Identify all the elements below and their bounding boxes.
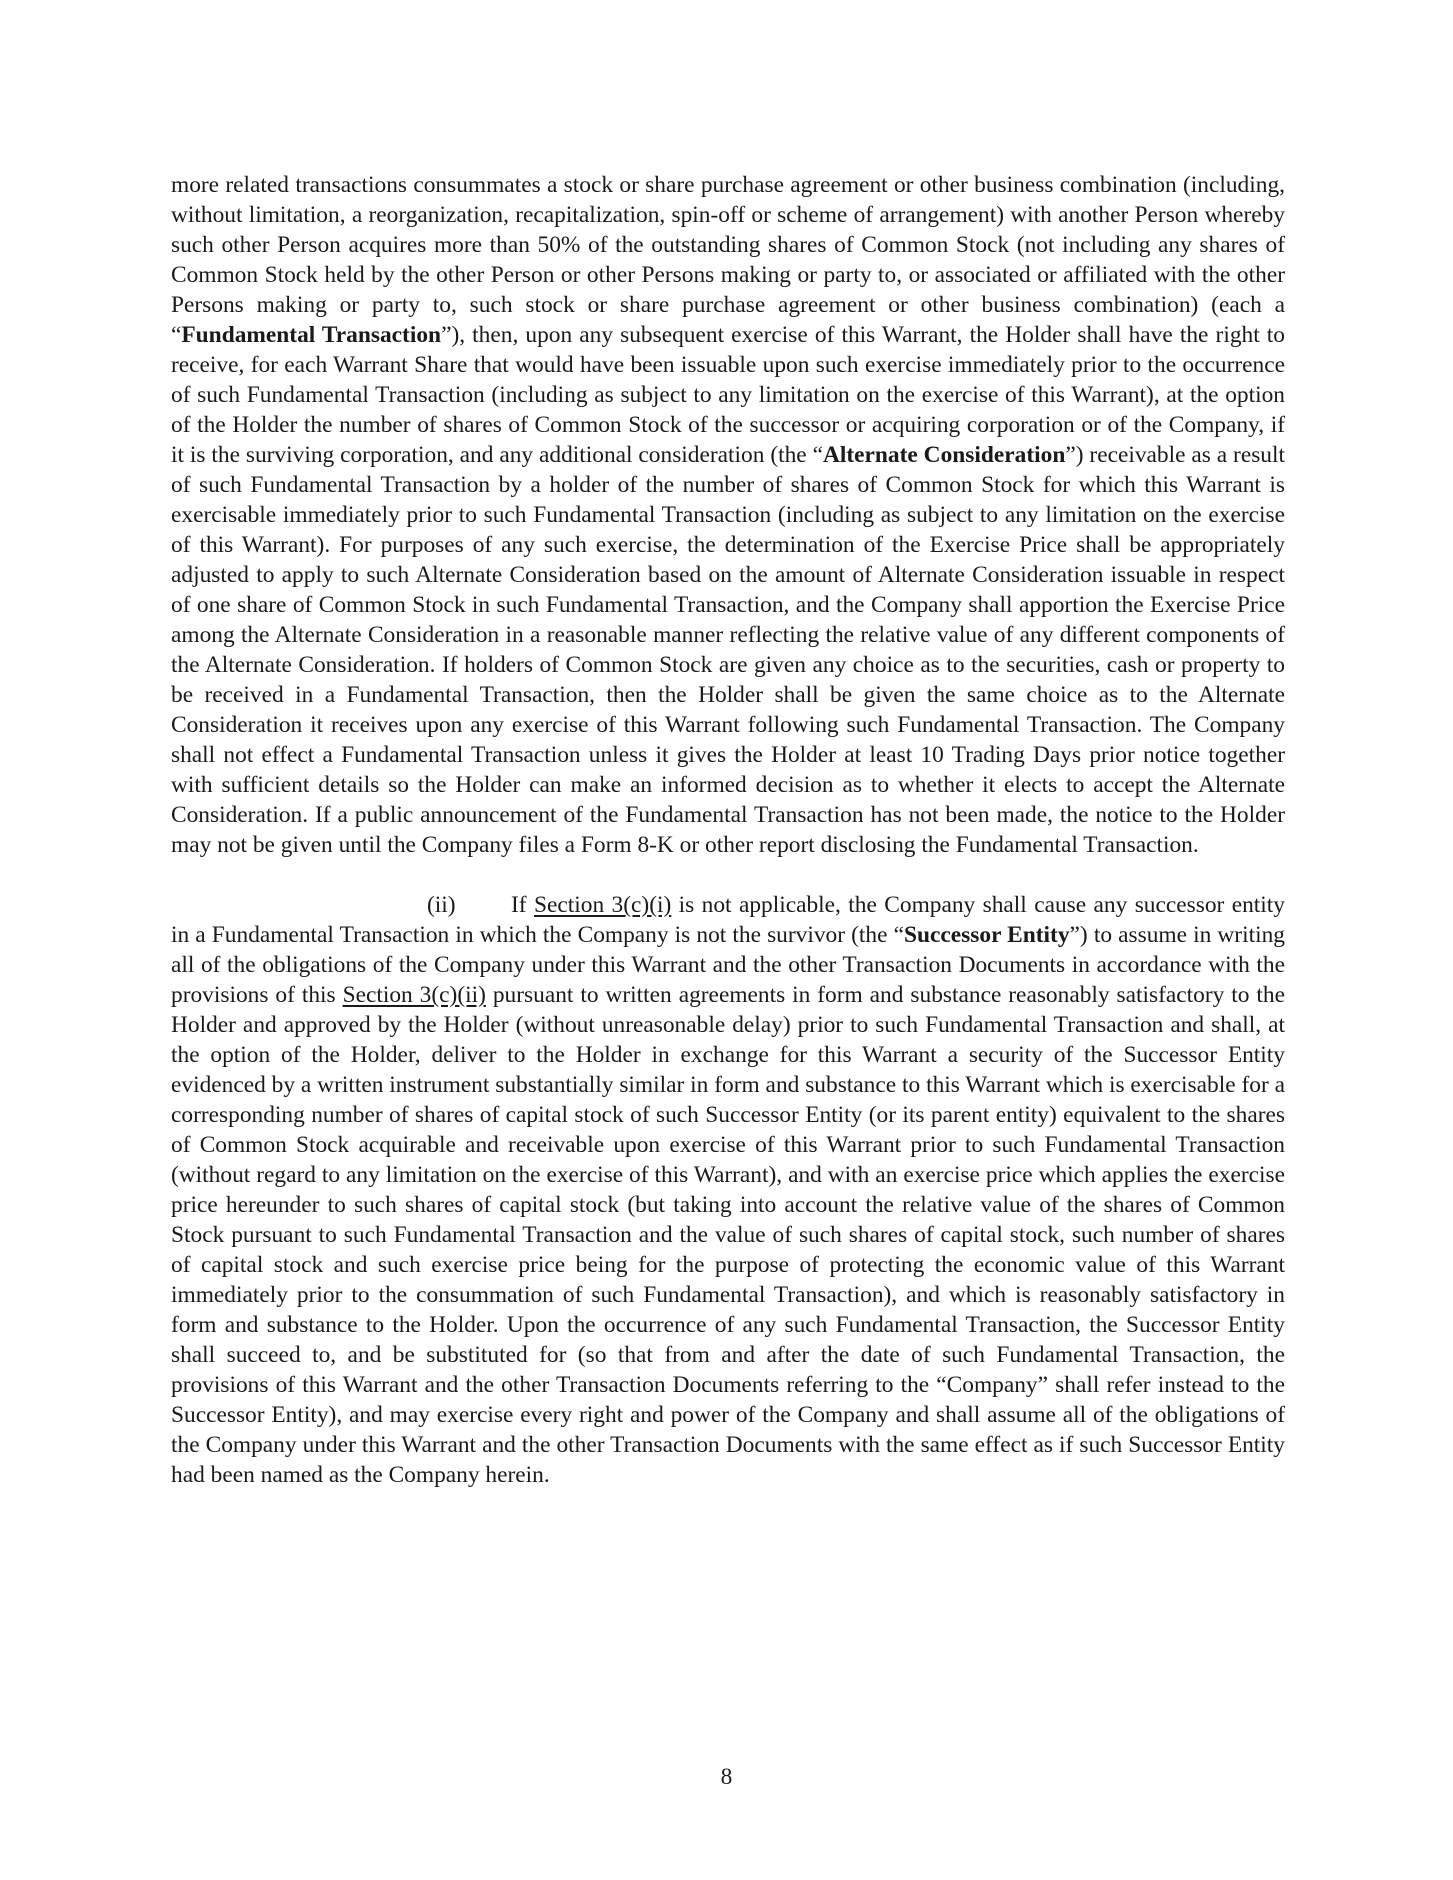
section-reference-3cii: Section 3(c)(ii) bbox=[342, 982, 486, 1008]
document-body bbox=[171, 170, 1285, 1490]
defined-term-fundamental-transaction: Fundamental Transaction bbox=[181, 322, 442, 348]
paragraph-text: is not applicable, the Company shall cause any successor entity in a Fundamental Transaction in which the Company is not the survivor (the “ bbox=[171, 892, 1285, 948]
paragraph-text: ”) to assume in writing all of the obligations of the Company under this Warrant and the other Transaction Documents in accordance with the provisions of this bbox=[171, 922, 1285, 1008]
paragraph-successor-entity bbox=[171, 890, 1285, 1490]
paragraph-text: ”) receivable as a result of such Fundamental Transaction by a holder of the number of shares of Common Stock for which this Warrant is exercisable immediately prior to such Fundamental Transaction (including as subject to any limitation on the exercise of this Warrant). For purposes of any such exercise, the determination of the Exercise Price shall be appropriately adjusted to apply to such Alternate Consideration based on the amount of Alternate Consideration issuable in respect of one share of Common Stock in such Fundamental Transaction, and the Company shall apportion the Exercise Price among the Alternate Consideration in a reasonable manner reflecting the relative value of any different components of the Alternate Consideration. If holders of Common Stock are given any choice as to the securities, cash or property to be received in a Fundamental Transaction, then the Holder shall be given the same choice as to the Alternate Consideration it receives upon any exercise of this Warrant following such Fundamental Transaction. The Company shall not effect a Fundamental Transaction unless it gives the Holder at least 10 Trading Days prior notice together with sufficient details so the Holder can make an informed decision as to whether it elects to accept the Alternate Consideration. If a public announcement of the Fundamental Transaction has not been made, the notice to the Holder may not be given until the Company files a Form 8-K or other report disclosing the Fundamental Transaction. bbox=[171, 442, 1286, 858]
section-reference-3ci: Section 3(c)(i) bbox=[533, 892, 672, 918]
paragraph-text: ”), then, upon any subsequent exercise of this Warrant, the Holder shall have the right to receive, for each Warrant Share that would have been issuable upon such exercise immediately prior to the occurrence of such Fundamental Transaction (including as subject to any limitation on the exercise of this Warrant), at the option of the Holder the number of shares of Common Stock of the successor or acquiring corporation or of the Company, if it is the surviving corporation, and any additional consideration (the “ bbox=[171, 322, 1285, 468]
defined-term-alternate-consideration: Alternate Consideration bbox=[822, 442, 1066, 468]
item-label: (ii) bbox=[427, 892, 456, 918]
paragraph-text: more related transactions consummates a stock or share purchase agreement or other business combination (including, without limitation, a reorganization, recapitalization, spin-off or scheme of arrangement) with another Person whereby such other Person acquires more than 50% of the outstanding shares of Common Stock (not including any shares of Common Stock held by the other Person or other Persons making or party to, or associated or affiliated with the other Persons making or party to, such stock or share purchase agreement or other business combination) (each a “ bbox=[171, 172, 1285, 348]
paragraph-fundamental-transaction bbox=[171, 170, 1285, 860]
paragraph-text: If bbox=[511, 892, 534, 918]
paragraph-text: pursuant to written agreements in form and substance reasonably satisfactory to the Holder and approved by the Holder (without unreasonable delay) prior to such Fundamental Transaction and shall, at the option of the Holder, deliver to the Holder in exchange for this Warrant a security of the Successor Entity evidenced by a written instrument substantially similar in form and substance to this Warrant which is exercisable for a corresponding number of shares of capital stock of such Successor Entity (or its parent entity) equivalent to the shares of Common Stock acquirable and receivable upon exercise of this Warrant prior to such Fundamental Transaction (without regard to any limitation on the exercise of this Warrant), and with an exercise price which applies the exercise price hereunder to such shares of capital stock (but taking into account the relative value of the shares of Common Stock pursuant to such Fundamental Transaction and the value of such shares of capital stock, such number of shares of capital stock and such exercise price being for the purpose of protecting the economic value of this Warrant immediately prior to the consummation of such Fundamental Transaction), and which is reasonably satisfactory in form and substance to the Holder. Upon the occurrence of any such Fundamental Transaction, the Successor Entity shall succeed to, and be substituted for (so that from and after the date of such Fundamental Transaction, the provisions of this Warrant and the other Transaction Documents referring to the “Company” shall refer instead to the Successor Entity), and may exercise every right and power of the Company and shall assume all of the obligations of the Company under this Warrant and the other Transaction Documents with the same effect as if such Successor Entity had been named as the Company herein. bbox=[171, 982, 1285, 1488]
page-number: 8 bbox=[720, 1764, 733, 1790]
defined-term-successor-entity: Successor Entity bbox=[904, 922, 1070, 948]
